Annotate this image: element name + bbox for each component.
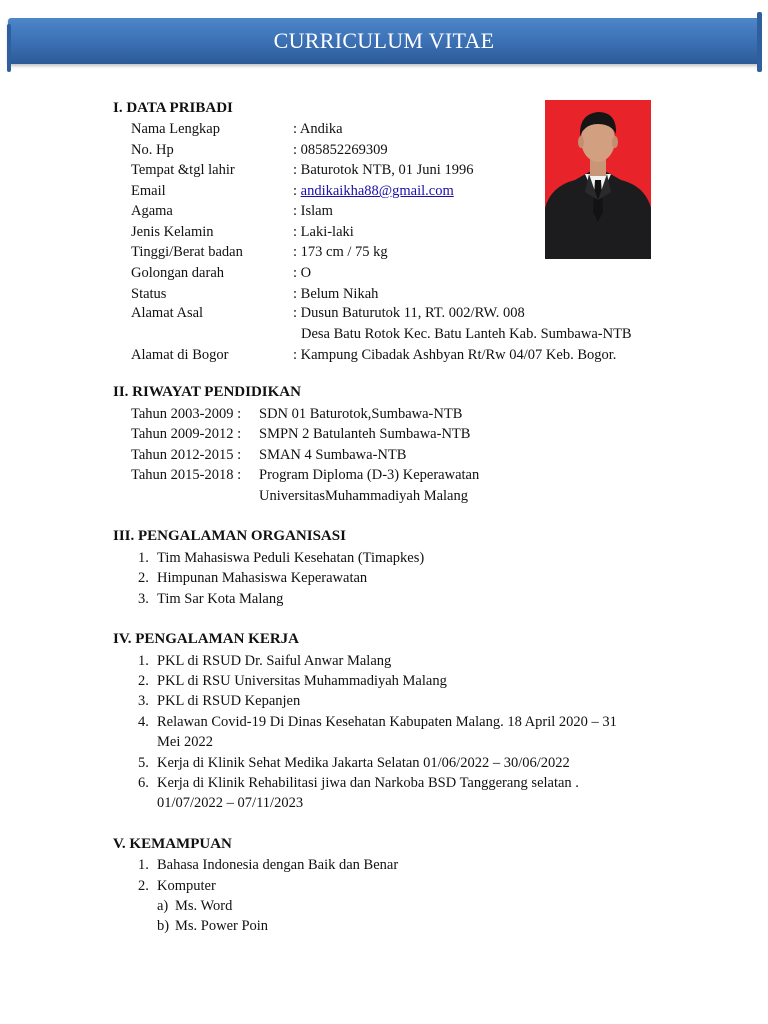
field-value: Desa Batu Rotok Kec. Batu Lanteh Kab. Sumbawa-NTB <box>301 326 632 342</box>
personal-row-religion <box>0 201 768 221</box>
education-row <box>0 445 768 465</box>
list-text: PKL di RSUD Dr. Saiful Anwar Malang <box>157 653 392 669</box>
field-label: Nama Lengkap <box>131 121 220 137</box>
personal-row-height-weight <box>0 242 768 262</box>
education-year: Tahun 2009-2012 : <box>131 426 242 442</box>
list-number: 1. <box>138 550 149 566</box>
list-item <box>0 876 768 896</box>
sub-list-letter: b) <box>157 918 170 934</box>
field-label: Jenis Kelamin <box>131 224 214 240</box>
field-value: : O <box>293 265 312 281</box>
list-item <box>0 712 768 732</box>
personal-row-origin-address <box>0 303 768 323</box>
education-year: Tahun 2003-2009 : <box>131 406 242 422</box>
list-text: Relawan Covid-19 Di Dinas Kesehatan Kabupaten Malang. 18 April 2020 – 31 <box>157 714 617 730</box>
list-text: Kerja di Klinik Rehabilitasi jiwa dan Narkoba BSD Tanggerang selatan . <box>157 775 579 791</box>
field-value: : 173 cm / 75 kg <box>293 244 388 260</box>
list-number: 5. <box>138 755 149 771</box>
list-number: 6. <box>138 775 149 791</box>
list-text: Bahasa Indonesia dengan Baik dan Benar <box>157 857 399 873</box>
personal-row-bogor-address <box>0 345 768 365</box>
list-item-line2 <box>0 793 768 813</box>
list-item <box>0 671 768 691</box>
field-value: : Islam <box>293 203 333 219</box>
field-label: Alamat Asal <box>131 305 204 321</box>
list-item <box>0 691 768 711</box>
field-value: : 085852269309 <box>293 142 388 158</box>
field-label: Email <box>131 183 166 199</box>
education-year: Tahun 2015-2018 : <box>131 467 242 483</box>
education-year: Tahun 2012-2015 : <box>131 447 242 463</box>
education-school: Program Diploma (D-3) Keperawatan <box>259 467 480 483</box>
education-school: SMAN 4 Sumbawa-NTB <box>259 447 407 463</box>
field-label: Status <box>131 286 167 302</box>
list-item-line2 <box>0 732 768 752</box>
title-banner <box>8 18 760 64</box>
field-label: Agama <box>131 203 173 219</box>
education-row <box>0 404 768 424</box>
sub-list-item <box>0 896 768 916</box>
field-value: : Dusun Baturutok 11, RT. 002/RW. 008 <box>293 305 525 321</box>
field-label: Golongan darah <box>131 265 225 281</box>
field-label: Tempat &tgl lahir <box>131 162 235 178</box>
personal-row-birth <box>0 160 768 180</box>
list-number: 2. <box>138 570 149 586</box>
field-label: Alamat di Bogor <box>131 347 229 363</box>
personal-row-phone <box>0 140 768 160</box>
section-heading-education: II. RIWAYAT PENDIDIKAN <box>113 384 301 400</box>
field-label: No. Hp <box>131 142 174 158</box>
list-number: 3. <box>138 693 149 709</box>
list-number: 1. <box>138 857 149 873</box>
field-value: : Laki-laki <box>293 224 354 240</box>
list-item <box>0 855 768 875</box>
list-text: Mei 2022 <box>157 734 213 750</box>
education-school: SMPN 2 Batulanteh Sumbawa-NTB <box>259 426 471 442</box>
personal-row-gender <box>0 222 768 242</box>
list-text: PKL di RSUD Kepanjen <box>157 693 301 709</box>
education-row-line2 <box>0 486 768 506</box>
field-value: : Baturotok NTB, 01 Juni 1996 <box>293 162 474 178</box>
field-label: Tinggi/Berat badan <box>131 244 243 260</box>
personal-row-origin-address-line2 <box>0 324 768 344</box>
section-heading-skills: V. KEMAMPUAN <box>113 836 232 852</box>
page-title: CURRICULUM VITAE <box>273 28 495 53</box>
list-number: 2. <box>138 673 149 689</box>
personal-row-blood-type <box>0 263 768 283</box>
field-value: : Belum Nikah <box>293 286 379 302</box>
education-school: SDN 01 Baturotok,Sumbawa-NTB <box>259 406 463 422</box>
email-link[interactable]: andikaikha88@gmail.com <box>300 183 454 199</box>
sub-list-item <box>0 916 768 936</box>
education-school: UniversitasMuhammadiyah Malang <box>259 488 468 504</box>
list-number: 4. <box>138 714 149 730</box>
list-item <box>0 589 768 609</box>
list-number: 2. <box>138 878 149 894</box>
list-number: 3. <box>138 591 149 607</box>
field-value: : Kampung Cibadak Ashbyan Rt/Rw 04/07 Keb. Bogor. <box>293 347 617 363</box>
list-text: 01/07/2022 – 07/11/2023 <box>157 795 304 811</box>
list-text: Tim Sar Kota Malang <box>157 591 284 607</box>
field-value: : Andika <box>293 121 343 137</box>
list-text: Himpunan Mahasiswa Keperawatan <box>157 570 368 586</box>
list-item <box>0 753 768 773</box>
list-number: 1. <box>138 653 149 669</box>
list-item <box>0 548 768 568</box>
sub-list-text: Ms. Word <box>175 898 233 914</box>
list-item <box>0 773 768 793</box>
section-heading-work: IV. PENGALAMAN KERJA <box>113 631 299 647</box>
section-heading-personal: I. DATA PRIBADI <box>113 100 233 116</box>
education-row <box>0 424 768 444</box>
sub-list-text: Ms. Power Poin <box>175 918 269 934</box>
list-item <box>0 568 768 588</box>
list-text: Komputer <box>157 878 216 894</box>
personal-row-status <box>0 284 768 304</box>
list-item <box>0 651 768 671</box>
list-text: PKL di RSU Universitas Muhammadiyah Malang <box>157 673 447 689</box>
field-value <box>293 181 454 201</box>
section-heading-organization: III. PENGALAMAN ORGANISASI <box>113 528 346 544</box>
personal-row-email <box>0 181 768 201</box>
sub-list-letter: a) <box>157 898 169 914</box>
list-text: Tim Mahasiswa Peduli Kesehatan (Timapkes) <box>157 550 425 566</box>
education-row <box>0 465 768 485</box>
personal-row-name <box>0 119 768 139</box>
list-text: Kerja di Klinik Sehat Medika Jakarta Selatan 01/06/2022 – 30/06/2022 <box>157 755 570 771</box>
value-prefix: : <box>293 183 301 199</box>
